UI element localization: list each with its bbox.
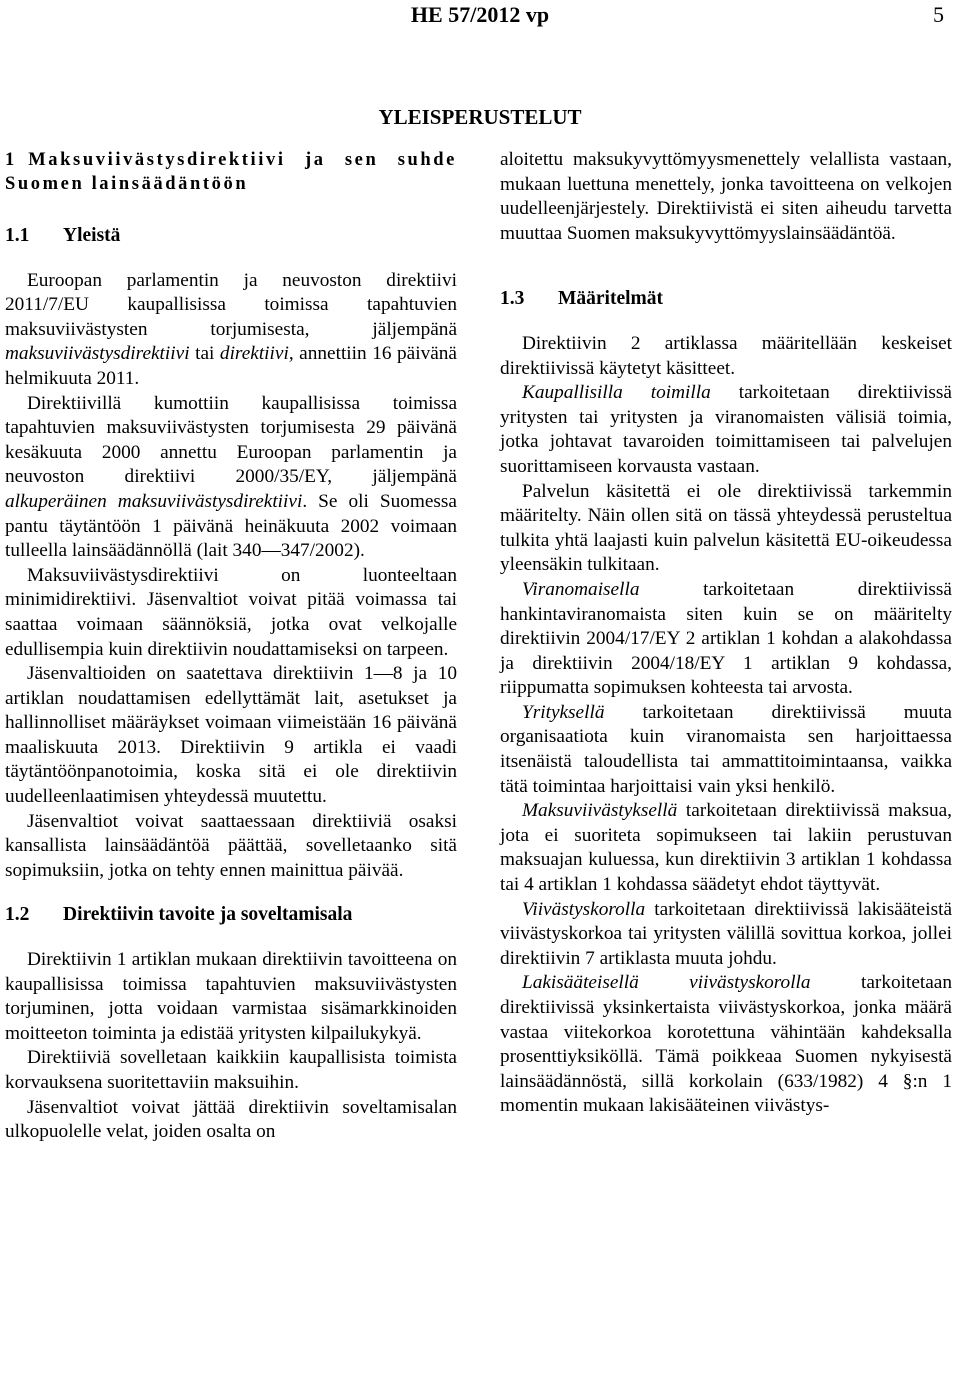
text-run: tarkoitetaan direktiivissä muuta organisaatiota kuin viranomaista sen harjoittaessa itsenäistä taloudellista tai ammattitoimintaansa, vaikka tätä toimintaa harjoittaisi vain yksi henkilö. <box>500 701 952 797</box>
paragraph <box>500 799 952 897</box>
section-heading: YLEISPERUSTELUT <box>378 105 582 129</box>
page-number: 5 <box>933 2 944 27</box>
text-run: tarkoitetaan direktiivissä lakisääteistä viivästyskorkoa tai yritysten välillä sovittua korkoa, jollei direktiivin 7 artiklasta muuta johdu. <box>500 898 952 969</box>
text-run: tarkoitetaan direktiivissä yksinkertaista viivästyskorkoa, jonka määrä vastaa viitekorkoa korotettuna vähintään kahdeksalla prosenttiyksiköllä. Tämä poikkeaa Suomen nykyisestä lainsäädännöstä, sillä korkolain (633/1982) 4 §:n 1 momentin mukaan lakisääteinen viivästys- <box>500 972 952 1117</box>
italic-term: alkuperäinen maksuviivästysdirektiivi <box>5 490 303 512</box>
subheading-number: 1.3 <box>500 288 525 310</box>
italic-term: direktiivi <box>219 343 289 365</box>
subheading-title: Yleistä <box>63 225 121 246</box>
left-column <box>5 148 457 1145</box>
italic-term: Maksuviivästyksellä <box>522 800 678 822</box>
text-run: tarkoitetaan direktiivissä hankintaviranomaista siten kuin se on määritelty direktiivin 2004/17/EY 2 artiklan 1 kohdan a alakohdassa ja direktiivin 2004/18/EY 1 artiklan 9 kohdassa, riippumatta sopimuksen kohteesta tai arvosta. <box>500 578 952 699</box>
subheading-number: 1.2 <box>5 904 30 926</box>
paragraph: Jäsenvaltiot voivat saattaessaan direktiiviä osaksi kansallista lainsäädäntöä päättää, sovelletaanko sitä sopimuksiin, jotka on tehty ennen mainittua päivää. <box>5 810 457 881</box>
right-column <box>500 148 952 1119</box>
paragraph <box>5 392 457 564</box>
italic-term: Yrityksellä <box>522 701 605 723</box>
paragraph <box>500 898 952 972</box>
italic-term: Kaupallisilla toimilla <box>522 382 711 404</box>
paragraph <box>500 578 952 701</box>
paragraph: Jäsenvaltioiden on saatettava direktiivin 1—8 ja 10 artiklan noudattamisen edellyttämät lait, asetukset ja hallinnolliset määräykset voimaan viimeistään 16 päivänä maaliskuuta 2013. Direktiivin 9 artikla ei vaadi täytäntöönpanotoimia, koska sitä ei ole direktiivin uudelleenlaatimisen yhteydessä muutettu. <box>5 663 457 808</box>
italic-term: Viivästyskorolla <box>522 898 646 920</box>
italic-term: maksuviivästysdirektiivi <box>5 343 190 365</box>
subheading-number: 1.1 <box>5 225 30 246</box>
paragraph: aloitettu maksukyvyttömyysmenettely velallista vastaan, mukaan luettuna menettely, jonka tavoitteena on velkojen uudelleenjärjestely. Direktiivistä ei siten aiheudu tarvetta muuttaa Suomen maksukyvyttömyyslainsäädäntöä. <box>500 149 952 244</box>
chapter-heading <box>5 148 457 196</box>
paragraph: Direktiiviä sovelletaan kaikkiin kaupallisista toimista korvauksena suoritettaviin maksuihin. <box>5 1047 457 1093</box>
italic-term: Lakisääteisellä viivästyskorolla <box>522 972 811 994</box>
text-run: tai <box>189 343 220 365</box>
italic-term: Viranomaisella <box>522 578 640 600</box>
text-run: Direktiivillä kumottiin kaupallisissa toimissa tapahtuvien maksuviivästysten torjumisesta 29 päivänä kesäkuuta 2000 annettu Euroopan parlamentin ja neuvoston direktiivi 2000/35/EY, jäljempänä <box>5 392 457 488</box>
subheading-title: Määritelmät <box>558 288 664 310</box>
paragraph: Direktiivin 1 artiklan mukaan direktiivin tavoitteena on kaupallisissa toimissa tapahtuvien maksuviivästysten torjuminen, jotta voidaan varmistaa sisämarkkinoiden moitteeton toiminta ja edistää yritysten kilpailukykyä. <box>5 949 457 1044</box>
paragraph: Maksuviivästysdirektiivi on luonteeltaan minimidirektiivi. Jäsenvaltiot voivat pitää voimassa tai saattaa voimaan säännöksiä, jotka ovat velkojalle edullisempia kuin direktiivin noudattamiseksi on tarpeen. <box>5 564 457 660</box>
paragraph: Direktiivin 2 artiklassa määritellään keskeiset direktiivissä käytetyt käsitteet. <box>500 332 952 379</box>
text-run: . Se oli Suomessa pantu täytäntöön 1 päivänä heinäkuuta 2002 voimaan tulleella lainsäädännöllä (lait 340—347/2002). <box>5 490 457 562</box>
chapter-number: 1 <box>5 150 15 170</box>
document-id-header: HE 57/2012 vp <box>410 2 550 27</box>
paragraph <box>5 269 457 392</box>
paragraph <box>500 381 952 479</box>
chapter-title: Maksuviivästysdirektiivi ja sen suhde Suomen lainsäädäntöön <box>5 150 457 194</box>
subheading-1-3 <box>500 287 952 312</box>
text-run: tarkoitetaan direktiivissä yritysten tai yritysten ja viranomaisten välisiä toimia, jotka johtavat tavaroiden toimittamiseen tai palvelujen suorittamiseen korvausta vastaan. <box>500 382 952 477</box>
text-run: Euroopan parlamentin ja neuvoston direktiivi 2011/7/EU kaupallisissa toimissa tapahtuvien maksuviivästysten torjumisesta, jäljempänä <box>5 269 457 340</box>
paragraph: Palvelun käsitettä ei ole direktiivissä tarkemmin määritelty. Näin ollen sitä on tässä yhteydessä perusteltua tulkita yhtä laajasti kuin palvelun käsitettä EU-oikeudessa yleensäkin tulkitaan. <box>500 480 952 576</box>
paragraph <box>500 971 952 1119</box>
subheading-title: Direktiivin tavoite ja soveltamisala <box>63 904 353 926</box>
text-run: tarkoitetaan direktiivissä maksua, jota ei suoriteta sopimukseen tai lakiin perustuvan maksuajan kuluessa, kun direktiivin 3 artiklan 1 kohdassa tai 4 artiklan 1 kohdassa säädetyt ehdot täyttyvät. <box>500 800 952 896</box>
paragraph: Jäsenvaltiot voivat jättää direktiivin soveltamisalan ulkopuolelle velat, joiden osalta on <box>5 1096 457 1143</box>
paragraph <box>500 701 952 799</box>
subheading-1-2 <box>5 903 457 928</box>
text-run: , annettiin 16 päivänä helmikuuta 2011. <box>5 343 457 389</box>
subheading-1-1 <box>5 224 457 249</box>
